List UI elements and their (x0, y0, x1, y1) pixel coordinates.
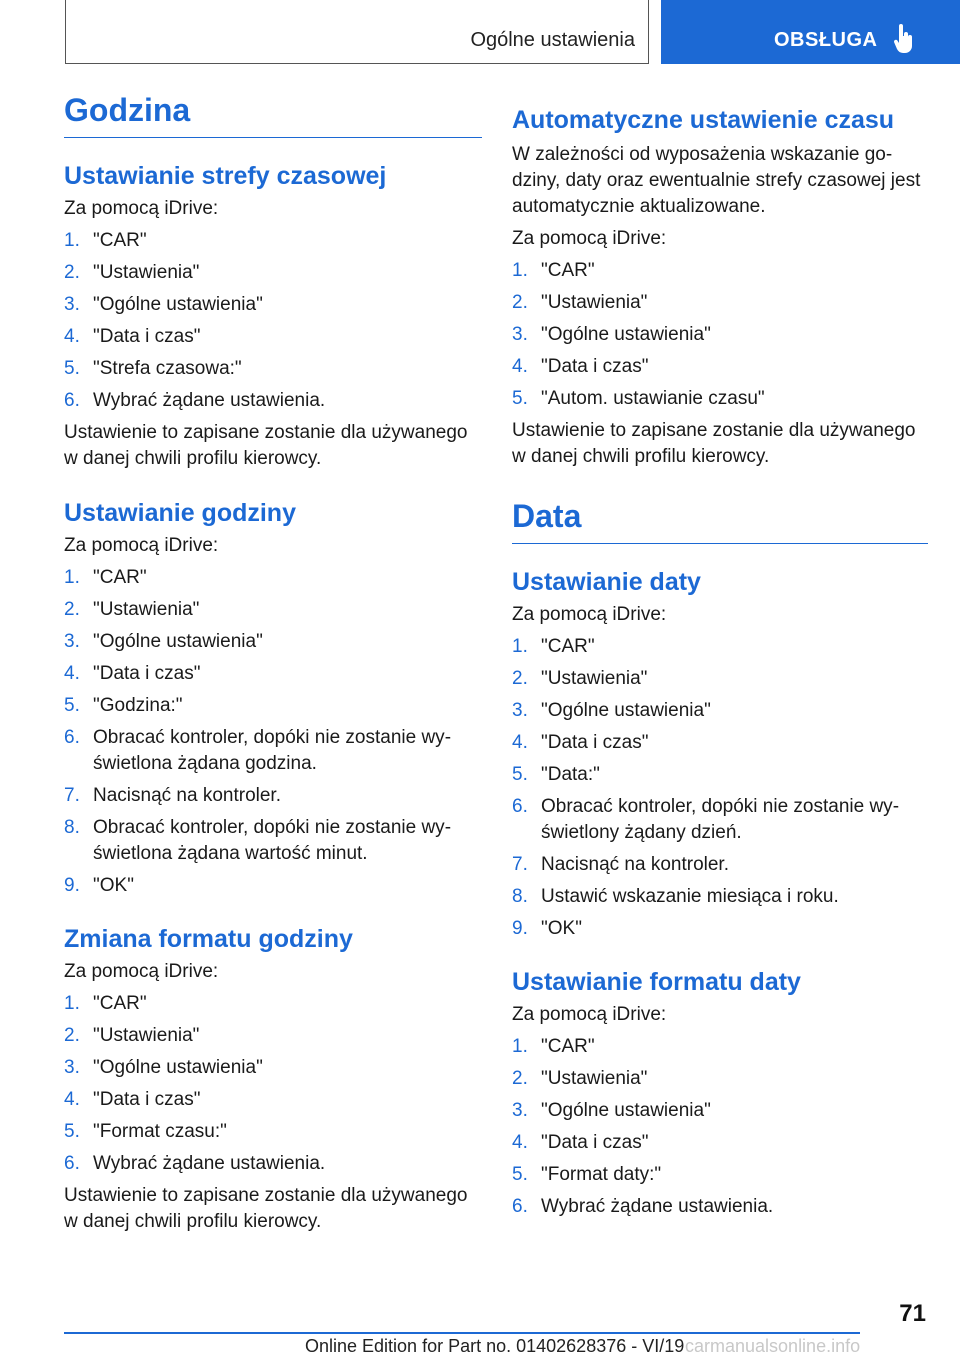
step-number: 5. (512, 764, 528, 785)
step-text: "Godzina:" (93, 695, 183, 716)
step-text: "CAR" (541, 260, 595, 281)
step-number: 5. (64, 695, 80, 716)
list-item (64, 873, 482, 899)
step-number: 1. (64, 230, 80, 251)
list-item (64, 565, 482, 591)
step-text: Nacisnąć na kontroler. (93, 785, 281, 806)
step-text: "Autom. ustawianie czasu" (541, 388, 765, 409)
step-text: "Data i czas" (93, 326, 201, 347)
list-item (64, 629, 482, 655)
list-item (512, 1098, 928, 1124)
step-text: "Format daty:" (541, 1164, 662, 1185)
list-item (64, 725, 482, 777)
list-item (512, 916, 928, 942)
step-text: "Data i czas" (541, 732, 649, 753)
step-number: 2. (512, 668, 528, 689)
step-text: "CAR" (93, 230, 147, 251)
steps-list (512, 1034, 928, 1220)
step-number: 9. (512, 918, 528, 939)
step-number: 8. (512, 886, 528, 907)
list-item (512, 1162, 928, 1188)
list-item (64, 597, 482, 623)
step-number: 1. (512, 1036, 528, 1057)
list-item (64, 991, 482, 1017)
step-text: "Ustawienia" (541, 292, 648, 313)
step-text: "Data i czas" (541, 1132, 649, 1153)
list-item (512, 258, 928, 284)
step-text: Nacisnąć na kontroler. (541, 854, 729, 875)
step-text: "CAR" (93, 567, 147, 588)
step-number: 3. (512, 1100, 528, 1121)
step-number: 2. (512, 292, 528, 313)
step-number: 4. (512, 732, 528, 753)
step-text: Obracać kontroler, dopóki nie zostanie wyświetlona żądana wartość minut. (93, 817, 452, 864)
step-text: Obracać kontroler, dopóki nie zostanie wyświetlona żądana godzina. (93, 727, 452, 774)
steps-list (512, 258, 928, 412)
list-item (64, 356, 482, 382)
list-item (64, 815, 482, 867)
step-number: 5. (512, 388, 528, 409)
step-number: 4. (64, 663, 80, 684)
intro-text: Za pomocą iDrive: (512, 228, 667, 249)
step-text: Wybrać żądane ustawienia. (93, 1153, 326, 1174)
step-text: Wybrać żądane ustawienia. (541, 1196, 774, 1217)
step-text: "Ogólne ustawienia" (541, 700, 711, 721)
page-number: 71 (899, 1300, 926, 1327)
step-number: 2. (64, 262, 80, 283)
step-number: 8. (64, 817, 80, 838)
list-item (512, 634, 928, 660)
list-item (64, 388, 482, 414)
list-item (64, 228, 482, 254)
step-number: 3. (64, 631, 80, 652)
list-item (512, 386, 928, 412)
step-text: "Ustawienia" (93, 599, 200, 620)
description-text: W zależności od wyposażenia wskazanie godziny, daty oraz ewentualnie strefy czasowej jest automatycznie aktualizowane. (512, 144, 921, 217)
step-number: 2. (64, 599, 80, 620)
list-item (512, 1066, 928, 1092)
list-item (64, 260, 482, 286)
list-item (512, 1034, 928, 1060)
step-text: "Data i czas" (93, 663, 201, 684)
list-item (64, 1151, 482, 1177)
list-item (512, 884, 928, 910)
list-item (512, 794, 928, 846)
step-text: "CAR" (541, 1036, 595, 1057)
list-item (512, 762, 928, 788)
step-text: "Ustawienia" (541, 668, 648, 689)
list-item (512, 354, 928, 380)
step-text: Obracać kontroler, dopóki nie zostanie wyświetlony żądany dzień. (541, 796, 900, 843)
step-number: 3. (64, 1057, 80, 1078)
section-title-data: Data (512, 498, 928, 544)
step-number: 1. (64, 567, 80, 588)
steps-list (512, 634, 928, 942)
list-item (512, 290, 928, 316)
list-item (64, 1119, 482, 1145)
step-text: Ustawić wskazanie miesiąca i roku. (541, 886, 839, 907)
list-item (64, 661, 482, 687)
list-item (64, 783, 482, 809)
step-number: 3. (512, 324, 528, 345)
note-text: Ustawienie to zapisane zostanie dla używanego w danej chwili profilu kierowcy. (64, 422, 468, 469)
step-number: 1. (64, 993, 80, 1014)
step-text: "Ustawienia" (93, 1025, 200, 1046)
step-number: 7. (512, 854, 528, 875)
list-item (512, 666, 928, 692)
header-section-title: Ogólne ustawienia (470, 29, 635, 51)
steps-list (64, 565, 482, 899)
steps-list (64, 991, 482, 1177)
watermark-text: carmanualsonline.info (685, 1336, 861, 1356)
list-item (64, 324, 482, 350)
step-number: 7. (64, 785, 80, 806)
step-number: 4. (64, 326, 80, 347)
step-text: "Ogólne ustawienia" (93, 294, 263, 315)
list-item (512, 698, 928, 724)
intro-text: Za pomocą iDrive: (64, 961, 219, 982)
step-text: "OK" (93, 875, 134, 896)
right-column (512, 104, 928, 1220)
list-item (512, 322, 928, 348)
step-text: "Ustawienia" (93, 262, 200, 283)
step-text: "Strefa czasowa:" (93, 358, 242, 379)
step-text: "Data:" (541, 764, 600, 785)
list-item (64, 1087, 482, 1113)
step-text: "CAR" (541, 636, 595, 657)
section-title-godzina: Godzina (64, 92, 482, 138)
intro-text: Za pomocą iDrive: (512, 604, 667, 625)
intro-text: Za pomocą iDrive: (512, 1004, 667, 1025)
step-text: "Data i czas" (541, 356, 649, 377)
intro-text: Za pomocą iDrive: (64, 535, 219, 556)
step-number: 6. (512, 1196, 528, 1217)
step-number: 5. (512, 1164, 528, 1185)
step-number: 5. (64, 1121, 80, 1142)
list-item (64, 1023, 482, 1049)
step-number: 6. (64, 1153, 80, 1174)
step-text: "Ogólne ustawienia" (541, 324, 711, 345)
step-text: "Data i czas" (93, 1089, 201, 1110)
list-item (512, 1194, 928, 1220)
step-text: "Ogólne ustawienia" (93, 1057, 263, 1078)
heading-time-zone: Ustawianie strefy czasowej (64, 162, 387, 190)
heading-date-format: Ustawianie formatu daty (512, 968, 801, 996)
list-item (64, 292, 482, 318)
step-number: 4. (512, 356, 528, 377)
heading-set-date: Ustawianie daty (512, 568, 701, 596)
step-text: "Ogólne ustawienia" (541, 1100, 711, 1121)
heading-auto-time: Automatyczne ustawienie czasu (512, 106, 895, 134)
step-number: 1. (512, 636, 528, 657)
step-text: "CAR" (93, 993, 147, 1014)
step-text: "Ustawienia" (541, 1068, 648, 1089)
step-number: 4. (64, 1089, 80, 1110)
note-text: Ustawienie to zapisane zostanie dla używanego w danej chwili profilu kierowcy. (64, 1185, 468, 1232)
list-item (64, 693, 482, 719)
header-chapter-badge (661, 0, 960, 64)
step-number: 3. (512, 700, 528, 721)
list-item (512, 1130, 928, 1156)
step-text: "Format czasu:" (93, 1121, 227, 1142)
list-item (512, 730, 928, 756)
heading-time-format: Zmiana formatu godziny (64, 925, 353, 953)
note-text: Ustawienie to zapisane zostanie dla używanego w danej chwili profilu kierowcy. (512, 420, 916, 467)
footer-edition-text: Online Edition for Part no. 01402628376 - VI/19 (305, 1336, 685, 1356)
step-number: 4. (512, 1132, 528, 1153)
heading-set-time: Ustawianie godziny (64, 499, 296, 527)
list-item (64, 1055, 482, 1081)
step-number: 6. (512, 796, 528, 817)
header-chapter-label: OBSŁUGA (774, 29, 878, 51)
step-number: 9. (64, 875, 80, 896)
pointing-hand-icon (893, 24, 915, 54)
step-number: 2. (512, 1068, 528, 1089)
step-number: 6. (64, 390, 80, 411)
step-number: 1. (512, 260, 528, 281)
step-text: "Ogólne ustawienia" (93, 631, 263, 652)
steps-list (64, 228, 482, 414)
intro-text: Za pomocą iDrive: (64, 198, 219, 219)
step-number: 6. (64, 727, 80, 748)
step-text: Wybrać żądane ustawienia. (93, 390, 326, 411)
left-column (64, 92, 482, 1235)
list-item (512, 852, 928, 878)
step-number: 5. (64, 358, 80, 379)
step-number: 2. (64, 1025, 80, 1046)
step-text: "OK" (541, 918, 582, 939)
step-number: 3. (64, 294, 80, 315)
footer-divider (64, 1332, 860, 1334)
